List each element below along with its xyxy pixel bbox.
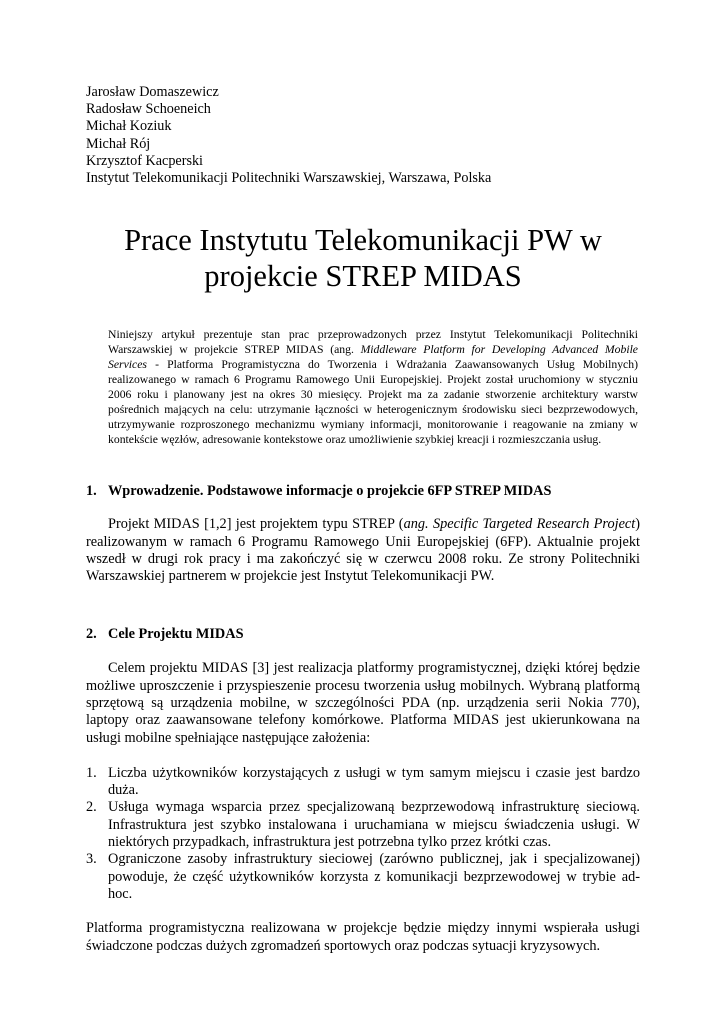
section-1-text-2: ) realizowanym w ramach 6 Programu Ramowego Unii Europejskiej (6FP). Aktualnie projekt wszedł w drugi rok pracy i ma zakończyć się w czerwcu 2008 roku. Ze strony Politechniki Warszawskiej partnerem w projekcie jest Instytut Telekomunikacji PW. xyxy=(86,516,641,585)
author-name: Michał Rój xyxy=(86,135,151,152)
author-affiliation: Instytut Telekomunikacji Politechniki Warszawskiej, Warszawa, Polska xyxy=(86,170,492,187)
section-2-title: Cele Projektu MIDAS xyxy=(108,626,244,643)
list-item-text: Usługa wymaga wsparcia przez specjalizowaną bezprzewodową infrastrukturę sieciową. Infrastruktura jest szybko instalowana i uruchamiana w miejscu świadczenia usługi. W niektórych przypadkach, infrastruktura jest potrzebna tylko przez krótki czas. xyxy=(108,799,640,851)
author-block xyxy=(86,84,640,187)
author-name: Krzysztof Kacperski xyxy=(86,152,203,169)
abstract-italic-text: Middleware Platform for Developing Advanced Mobile Services xyxy=(108,343,638,372)
section-2-paragraph: Celem projektu MIDAS [3] jest realizacja platformy programistycznej, dzięki której będzie możliwe uproszczenie i przyspieszenie procesu tworzenia usług mobilnych. Wybraną platformą sprzętową są urządzenia mobilne, w szczególności PDA (np. urządzenia serii Nokia 770), laptopy oraz zaawansowane telefony komórkowe. Platforma MIDAS jest ukierunkowana na usługi mobilne spełniające następujące założenia: xyxy=(86,660,640,746)
section-2-number: 2. xyxy=(86,626,97,643)
abstract-text-2: - Platforma Programistyczna do Tworzenia i Wdrażania Zaawansowanych Usług Mobilnych) realizowanego w ramach 6 Programu Ramowego Unii Europejskiej. Projekt został uruchomiony w styczniu 2006 roku i planowany jest na okres 30 miesięcy. Projekt ma za zadanie stworzenie architektury warstw pośrednich mających na celu: utrzymanie łączności w heterogenicznym środowisku sieci bezprzewodowych, utrzymywanie rozproszonego mechanizmu wymiany informacji, monitorowanie i reagowanie na zmiany w kontekście węzłów, adresowanie kontekstowe oraz umożliwienie szybkiej kreacji i rozmieszczania usług. xyxy=(108,358,638,447)
closing-paragraph: Platforma programistyczna realizowana w projekcje będzie między innymi wspierała usługi świadczone podczas dużych zgromadzeń sportowych oraz podczas sytuacji kryzysowych. xyxy=(86,920,640,954)
paper-title xyxy=(86,222,640,294)
section-1-title: Wprowadzenie. Podstawowe informacje o projekcie 6FP STREP MIDAS xyxy=(108,483,552,500)
author-name: Jarosław Domaszewicz xyxy=(86,84,219,100)
list-item-number: 3. xyxy=(86,851,97,868)
list-item-number: 2. xyxy=(86,799,97,816)
abstract xyxy=(108,327,638,447)
section-2-heading xyxy=(86,625,640,643)
title-line-1: Prace Instytutu Telekomunikacji PW w xyxy=(124,223,602,258)
section-1-paragraph xyxy=(86,516,640,585)
list-item xyxy=(86,765,640,800)
list-item xyxy=(86,851,640,903)
section-1-italic-text: ang. Specific Targeted Research Project xyxy=(403,516,636,533)
document-page xyxy=(86,84,640,955)
title-line-2: projekcie STREP MIDAS xyxy=(204,259,522,294)
section-1-text-1: Projekt MIDAS [1,2] jest projektem typu STREP ( xyxy=(108,516,404,533)
author-name: Michał Koziuk xyxy=(86,118,172,135)
list-item-text: Ograniczone zasoby infrastruktury sieciowej (zarówno publicznej, jak i specjalizowanej) powoduje, że część użytkowników korzysta z komunikacji bezprzewodowej w trybie ad-hoc. xyxy=(108,851,640,902)
list-item-text: Liczba użytkowników korzystających z usługi w tym samym miejscu i czasie jest bardzo duża. xyxy=(108,764,640,799)
requirements-list xyxy=(86,765,640,903)
list-item xyxy=(86,799,640,851)
section-1-number: 1. xyxy=(86,483,97,500)
section-1-heading xyxy=(86,482,640,500)
author-name: Radosław Schoeneich xyxy=(86,101,211,118)
list-item-number: 1. xyxy=(86,764,97,781)
abstract-text-1: Niniejszy artykuł prezentuje stan prac przeprowadzonych przez Instytut Telekomunikacji Politechniki Warszawskiej w projekcie STREP MIDAS (ang. xyxy=(108,328,638,357)
